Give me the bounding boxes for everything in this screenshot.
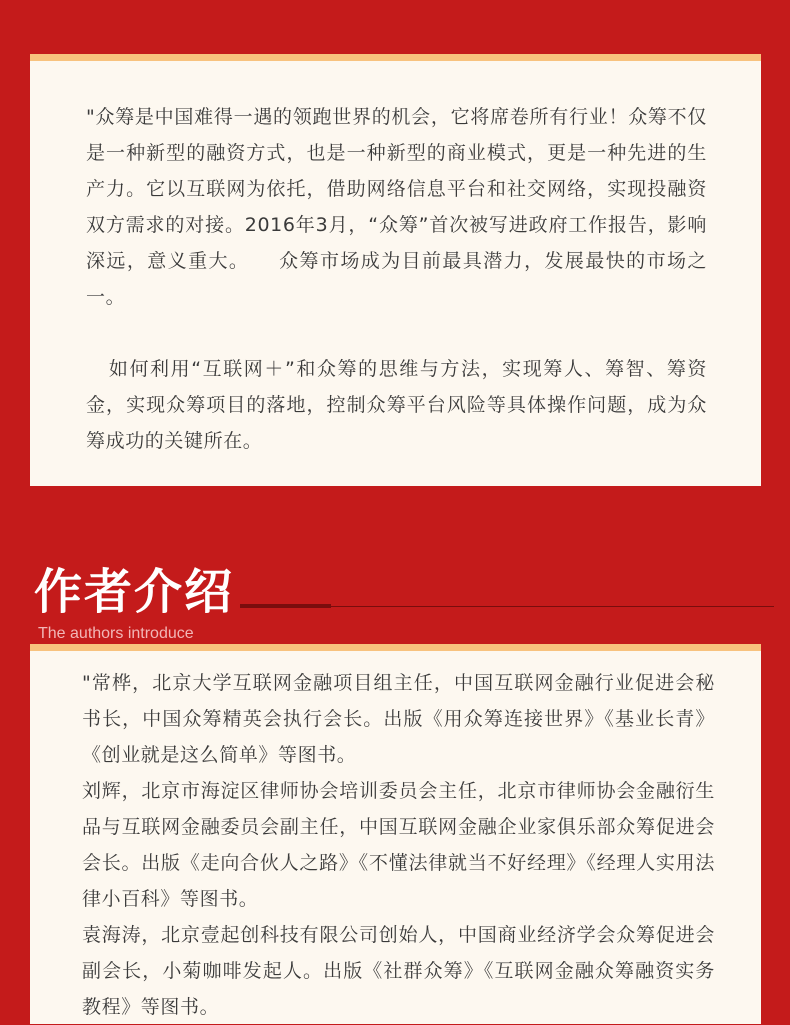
authors-heading: 作者介绍 bbox=[34, 564, 235, 620]
heading-divider-thin bbox=[331, 606, 774, 607]
intro-card bbox=[30, 54, 761, 486]
authors-card bbox=[30, 644, 761, 1024]
authors-subheading: The authors introduce bbox=[38, 625, 194, 642]
heading-divider-thick bbox=[240, 604, 331, 608]
author-bio-2: 刘辉，北京市海淀区律师协会培训委员会主任，北京市律师协会金融衍生品与互联网金融委员会副主任，中国互联网金融企业家俱乐部众筹促进会会长。出版《走向合伙人之路》《不懂法律就当不好经理》《经理人实用法律小百科》等图书。 bbox=[82, 780, 715, 910]
intro-paragraph-1: "众筹是中国难得一遇的领跑世界的机会，它将席卷所有行业！众筹不仅是一种新型的融资方式，也是一种新型的商业模式，更是一种先进的生产力。它以互联网为依托，借助网络信息平台和社交网络，实现投融资双方需求的对接。2016年3月，“众筹”首次被写进政府工作报告，影响深远，意义重大。 众筹市场成为目前最具潜力，发展最快的市场之一。 bbox=[86, 106, 707, 308]
author-bio-1: "常桦，北京大学互联网金融项目组主任，中国互联网金融行业促进会秘书长，中国众筹精英会执行会长。出版《用众筹连接世界》《基业长青》《创业就是这么简单》等图书。 bbox=[82, 672, 715, 766]
intro-paragraph-2: 如何利用“互联网＋”和众筹的思维与方法，实现筹人、筹智、筹资金，实现众筹项目的落地，控制众筹平台风险等具体操作问题，成为众筹成功的关键所在。 bbox=[86, 358, 707, 452]
author-bio-3: 袁海涛，北京壹起创科技有限公司创始人，中国商业经济学会众筹促进会副会长，小菊咖啡发起人。出版《社群众筹》《互联网金融众筹融资实务教程》等图书。 bbox=[82, 924, 715, 1018]
